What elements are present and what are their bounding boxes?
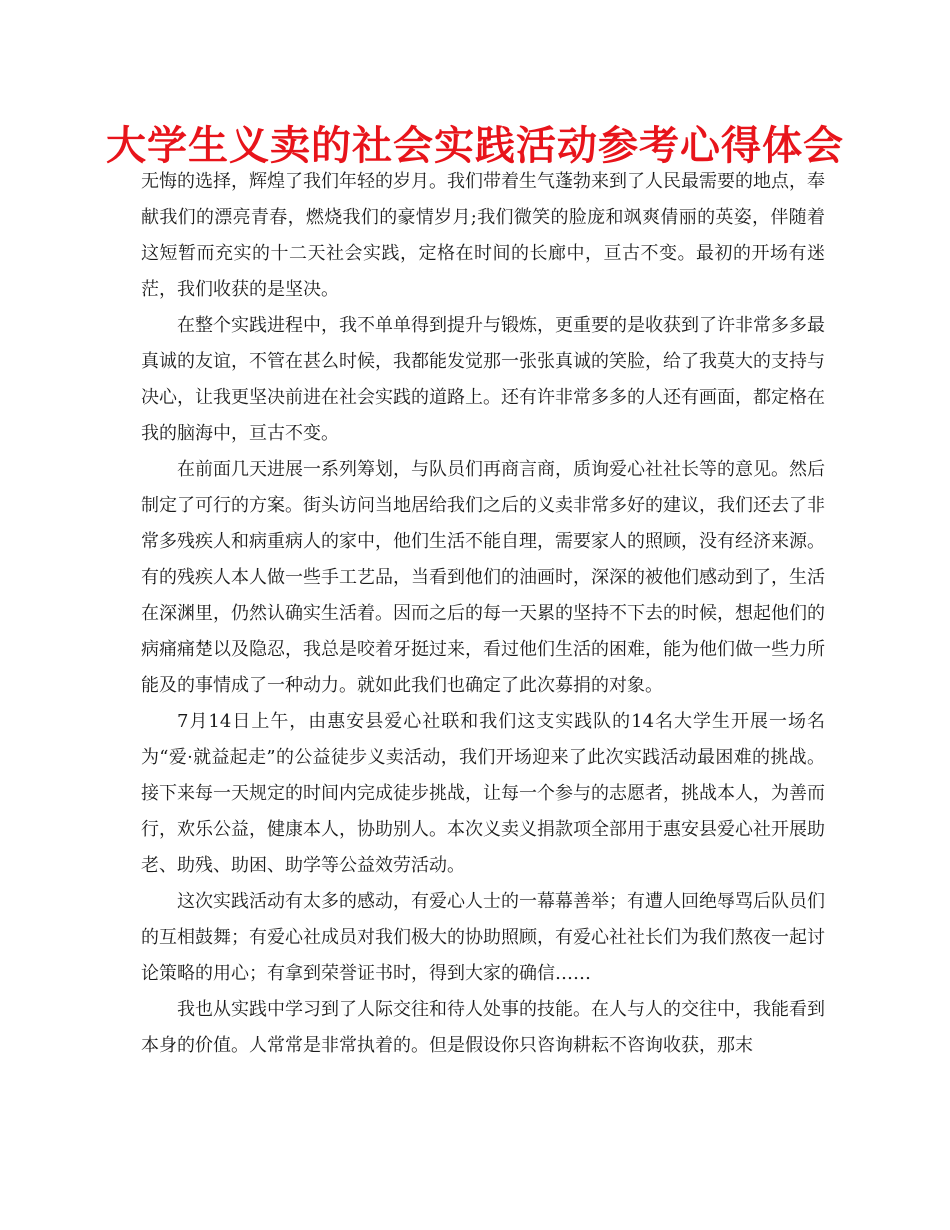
paragraph: 在前面几天进展一系列筹划，与队员们再商言商，质询爱心社社长等的意见。然后制定了可行的方案。街头访问当地居给我们之后的义卖非常多好的建议，我们还去了非常多残疾人和病重病人的家中，他们生活不能自理，需要家人的照顾，没有经济来源。有的残疾人本人做一些手工艺品，当看到他们的油画时，深深的被他们感动到了，生活在深渊里，仍然认确实生活着。因而之后的每一天累的坚持不下去的时候，想起他们的病痛痛楚以及隐忍，我总是咬着牙挺过来，看过他们生活的困难，能为他们做一些力所能及的事情成了一种动力。就如此我们也确定了此次募捐的对象。 [141, 459, 825, 696]
paragraph: 7月14日上午，由惠安县爱心社联和我们这支实践队的14名大学生开展一场名为“爱·就益起走”的公益徒步义卖活动，我们开场迎来了此次实践活动最困难的挑战。接下来每一天规定的时间内完成徒步挑战，让每一个参与的志愿者，挑战本人，为善而行，欢乐公益，健康本人，协助别人。本次义卖义捐款项全部用于惠安县爱心社开展助老、助残、助困、助学等公益效劳活动。 [141, 711, 825, 876]
paragraph: 我也从实践中学习到了人际交往和待人处事的技能。在人与人的交往中，我能看到本身的价值。人常常是非常执着的。但是假设你只咨询耕耘不咨询收获，那末 [141, 999, 825, 1056]
paragraph: 这次实践活动有太多的感动，有爱心人士的一幕幕善举；有遭人回绝辱骂后队员们的互相鼓舞；有爱心社成员对我们极大的协助照顾，有爱心社社长们为我们熬夜一起讨论策略的用心；有拿到荣誉证书时，得到大家的确信…… [141, 891, 825, 984]
paragraph: 在整个实践进程中，我不单单得到提升与锻炼，更重要的是收获到了许非常多多最真诚的友谊，不管在甚么时候，我都能发觉那一张张真诚的笑脸，给了我莫大的支持与决心，让我更坚决前进在社会实践的道路上。还有许非常多多的人还有画面，都定格在我的脑海中，亘古不变。 [141, 315, 825, 444]
paragraph: 无悔的选择，辉煌了我们年轻的岁月。我们带着生气蓬勃来到了人民最需要的地点，奉献我们的漂亮青春，燃烧我们的豪情岁月;我们微笑的脸庞和飒爽倩丽的英姿，伴随着这短暂而充实的十二天社会实践，定格在时间的长廊中，亘古不变。最初的开场有迷茫，我们收获的是坚决。 [141, 171, 825, 300]
document-body [141, 164, 825, 1064]
document-title: 大学生义卖的社会实践活动参考心得体会 [106, 123, 844, 169]
